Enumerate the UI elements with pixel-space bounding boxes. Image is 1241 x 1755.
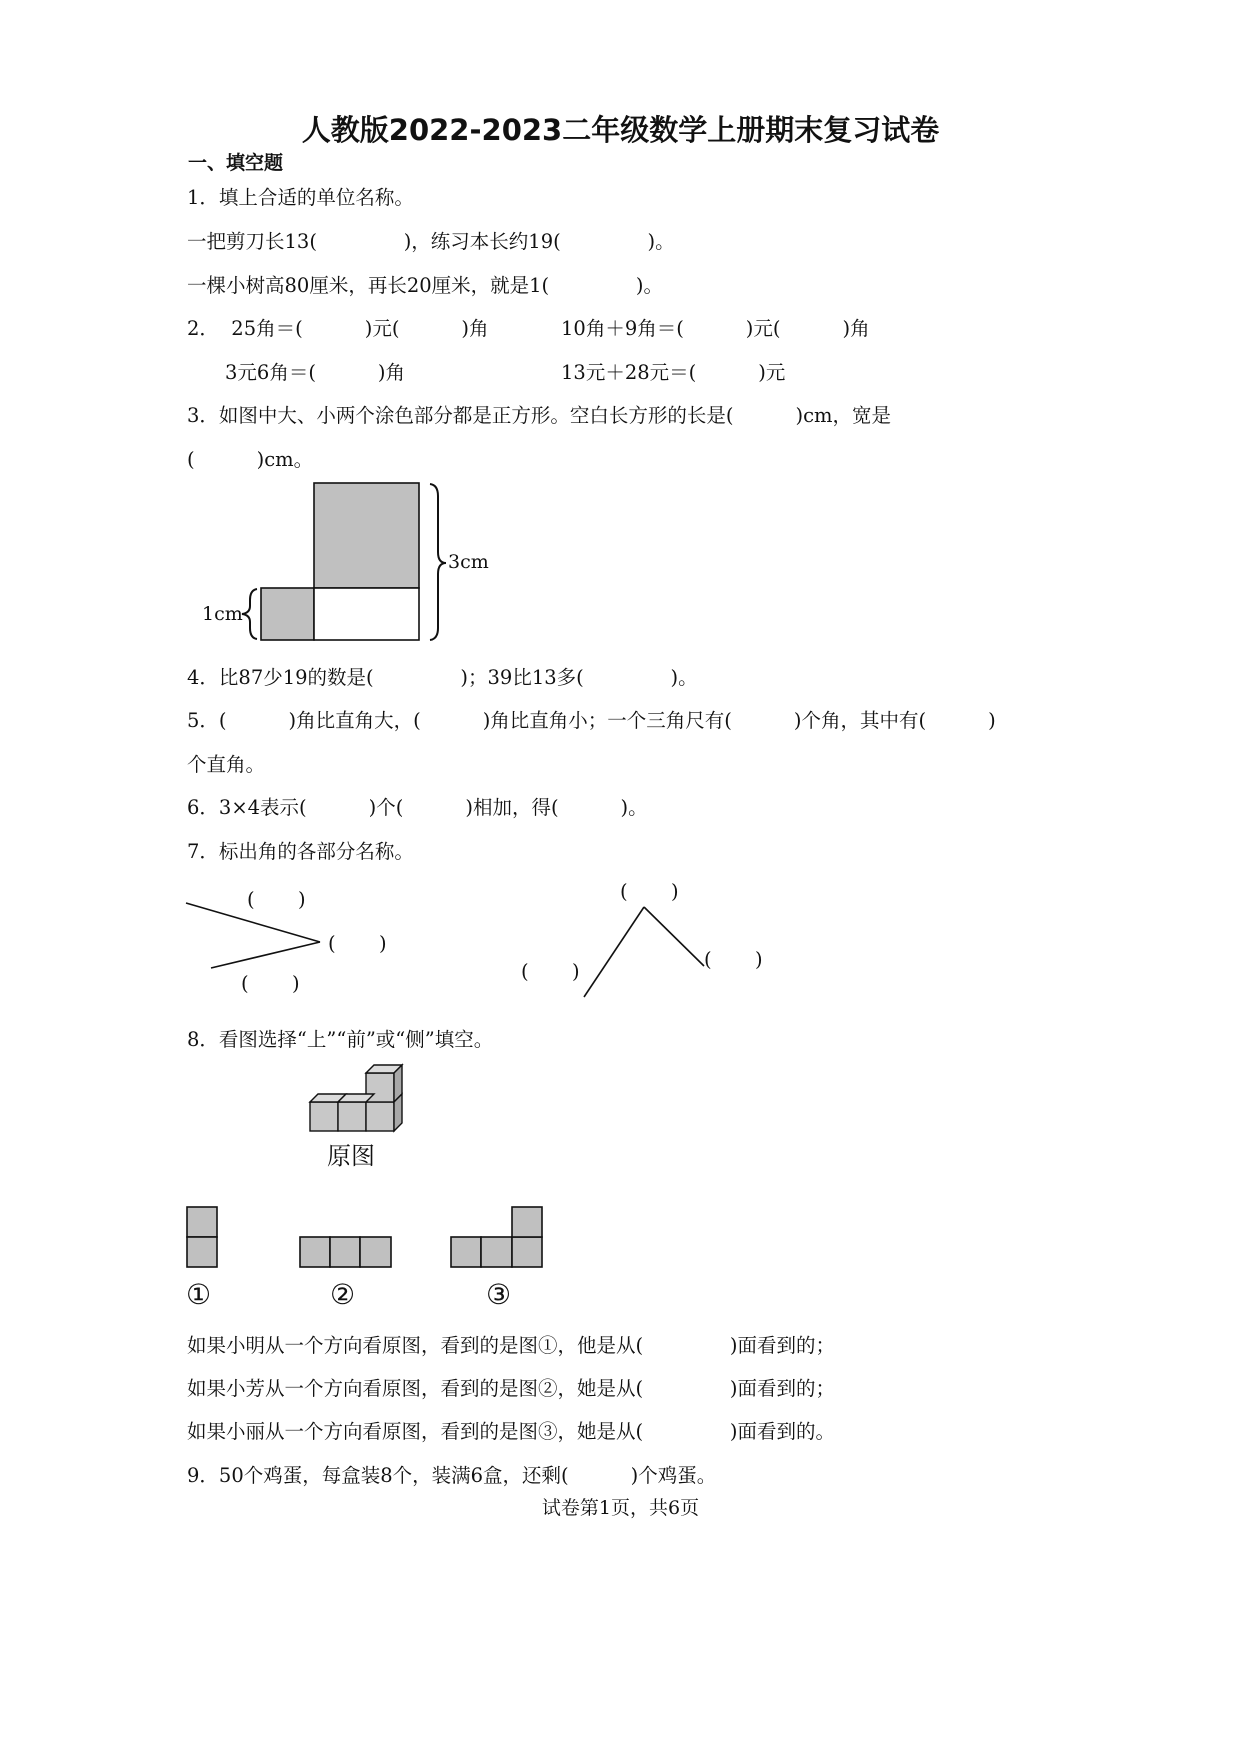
question-5-line-2: 个直角。 <box>187 753 266 776</box>
question-9: 9．50个鸡蛋，每盒装8个，装满6盒，还剩( )个鸡蛋。 <box>187 1464 717 1487</box>
question-3-line-2: ( )cm。 <box>187 448 314 471</box>
question-4: 4．比87少19的数是( )；39比13多( )。 <box>187 666 698 689</box>
label-3cm: 3cm <box>448 551 489 573</box>
question-2-part-c: 3元6角＝( )角 <box>225 361 406 384</box>
view-2-square-1 <box>300 1237 330 1267</box>
question-7-stem: 7．标出角的各部分名称。 <box>187 840 414 863</box>
question-2-part-a: 2． 25角＝( )元( )角 <box>187 317 489 340</box>
view-3-square-2 <box>481 1237 512 1267</box>
page-title: 人教版2022-2023二年级数学上册期末复习试卷 <box>301 113 940 147</box>
original-figure-caption: 原图 <box>327 1142 375 1170</box>
angle-1-vertex-blank: ( ) <box>328 932 387 955</box>
page-footer: 试卷第1页，共6页 <box>541 1497 700 1519</box>
angle-1-side-blank-top: ( ) <box>247 888 306 911</box>
view-1-square-top <box>187 1207 217 1237</box>
question-6: 6．3×4表示( )个( )相加，得( )。 <box>187 796 648 819</box>
angle-2-side-blank-right: ( ) <box>704 948 763 971</box>
view-label-3: ③ <box>486 1278 512 1311</box>
question-5-line-1: 5．( )角比直角大，( )角比直角小；一个三角尺有( )个角，其中有( ) <box>187 709 996 732</box>
angle-2-side-blank-left: ( ) <box>521 960 580 983</box>
question-2-part-d: 13元＋28元＝( )元 <box>561 361 786 384</box>
angle-1-side-blank-bottom: ( ) <box>241 972 300 995</box>
question-1-line-2: 一棵小树高80厘米，再长20厘米，就是1( )。 <box>187 274 664 297</box>
view-2-square-3 <box>360 1237 391 1267</box>
view-1-square-bottom <box>187 1237 217 1267</box>
question-8-line-3: 如果小丽从一个方向看原图，看到的是图③，她是从( )面看到的。 <box>187 1420 835 1443</box>
view-3-square-top <box>512 1207 542 1237</box>
question-8-line-1: 如果小明从一个方向看原图，看到的是图①，他是从( )面看到的； <box>187 1334 835 1357</box>
view-2-square-2 <box>330 1237 360 1267</box>
question-3-line-1: 3．如图中大、小两个涂色部分都是正方形。空白长方形的长是( )cm，宽是 <box>187 404 892 427</box>
question-8-line-2: 如果小芳从一个方向看原图，看到的是图②，她是从( )面看到的； <box>187 1377 835 1400</box>
view-label-1: ① <box>186 1278 212 1311</box>
question-2-part-b: 10角＋9角＝( )元( )角 <box>561 317 870 340</box>
label-1cm: 1cm <box>202 603 243 625</box>
angle-2-vertex-blank: ( ) <box>620 880 679 903</box>
view-3-square-1 <box>451 1237 481 1267</box>
question-8-stem: 8．看图选择“上”“前”或“侧”填空。 <box>187 1028 494 1051</box>
question-1-line-1: 一把剪刀长13( )，练习本长约19( )。 <box>187 230 675 253</box>
view-label-2: ② <box>330 1278 356 1311</box>
section-heading-fill-blanks: 一、填空题 <box>188 152 284 174</box>
question-1-stem: 1．填上合适的单位名称。 <box>187 186 414 209</box>
view-3-square-3 <box>512 1237 542 1267</box>
